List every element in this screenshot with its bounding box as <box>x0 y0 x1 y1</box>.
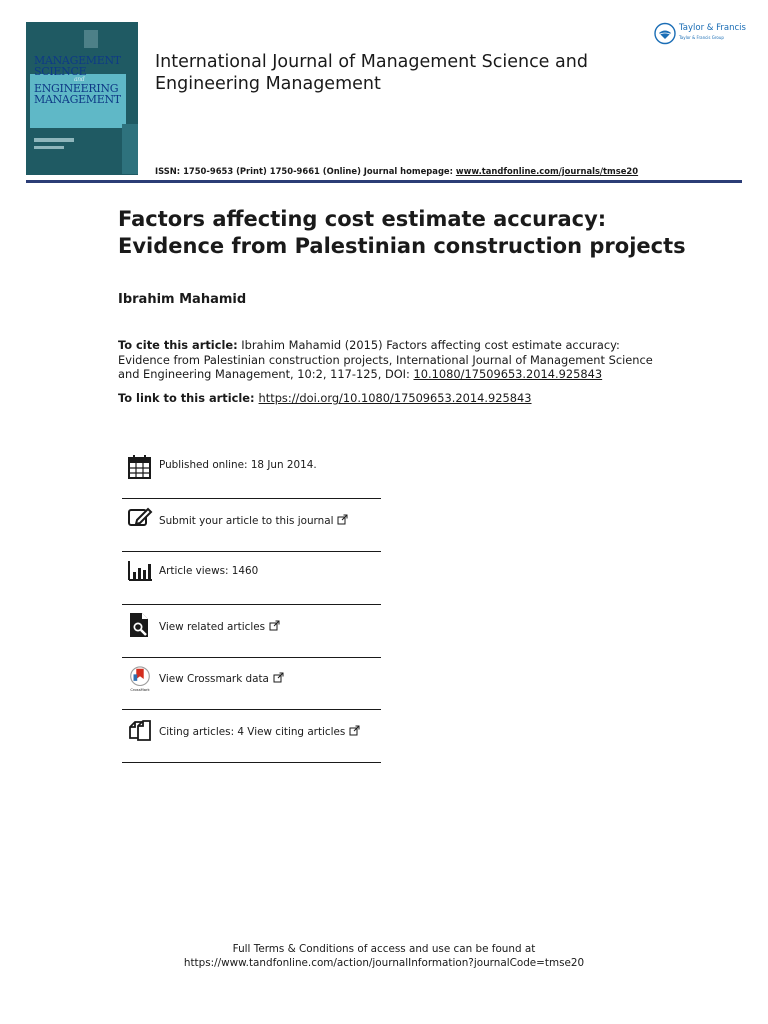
submit-article-row[interactable] <box>122 499 381 552</box>
cite-doi-link[interactable]: 10.1080/17509653.2014.925843 <box>413 367 603 382</box>
submit-article-text: Submit your article to this journal <box>159 515 334 527</box>
published-online-text: Published online: 18 Jun 2014. <box>159 459 317 471</box>
journal-cover-image <box>26 22 138 175</box>
crossmark-icon <box>127 666 153 692</box>
external-link-icon <box>349 725 360 736</box>
calendar-icon <box>127 454 153 480</box>
external-link-icon <box>337 514 348 525</box>
citing-articles-link[interactable] <box>159 725 360 738</box>
article-views-row <box>122 552 381 605</box>
crossmark-text: View Crossmark data <box>159 673 269 685</box>
edit-icon <box>127 505 153 531</box>
related-articles-text: View related articles <box>159 621 266 633</box>
header-divider <box>26 180 742 183</box>
link-label: To link to this article: <box>118 391 255 405</box>
terms-line: Full Terms & Conditions of access and use can be found at <box>232 943 536 955</box>
related-articles-row[interactable] <box>122 605 381 658</box>
citation-block <box>118 338 658 382</box>
article-doi-link[interactable]: https://doi.org/10.1080/17509653.2014.925843 <box>258 391 532 405</box>
cover-editor-text <box>34 138 74 142</box>
cite-label: To cite this article: <box>118 338 238 352</box>
citing-articles-icon <box>127 718 153 744</box>
article-author: Ibrahim Mahamid <box>118 292 247 307</box>
cite-text: Ibrahim Mahamid (2015) Factors affecting cost estimate accuracy: Evidence from Palestinian construction projects, International Journal of Management Science and Engineering Management, 10:2, 117-125, DOI: <box>118 338 653 382</box>
issn-line <box>155 166 638 176</box>
crossmark-label: CrossMark <box>130 688 150 692</box>
journal-homepage-link[interactable]: www.tandfonline.com/journals/tmse20 <box>455 166 639 176</box>
external-link-icon <box>273 672 284 683</box>
cover-small-block <box>84 30 98 48</box>
crossmark-row[interactable] <box>122 657 381 710</box>
cover-title: MANAGEMENT SCIENCE and ENGINEERING MANAGEMENT <box>34 54 121 106</box>
link-block <box>118 391 532 405</box>
citing-articles-row[interactable] <box>122 710 381 763</box>
cover-editor-text-2 <box>34 146 64 149</box>
submit-article-link[interactable] <box>159 514 348 527</box>
publisher-group: Taylor & Francis Group <box>679 35 724 40</box>
article-views-text: Article views: 1460 <box>159 565 259 577</box>
journal-title: International Journal of Management Science and Engineering Management <box>155 52 588 94</box>
bar-chart-icon <box>127 558 153 584</box>
issn-text: ISSN: 1750-9653 (Print) 1750-9661 (Online) Journal homepage: <box>155 166 456 176</box>
published-online-row <box>122 446 381 499</box>
cover-column <box>122 124 138 174</box>
related-articles-link[interactable] <box>159 620 280 633</box>
crossmark-link[interactable] <box>159 672 284 685</box>
terms-footer <box>0 942 768 970</box>
citing-articles-text: Citing articles: 4 View citing articles <box>159 726 346 738</box>
external-link-icon <box>269 620 280 631</box>
terms-url-link[interactable]: https://www.tandfonline.com/action/journalInformation?journalCode=tmse20 <box>183 957 585 969</box>
article-title: Factors affecting cost estimate accuracy: Evidence from Palestinian construction projects <box>118 207 686 258</box>
search-document-icon <box>127 612 153 638</box>
publisher-name: Taylor & Francis <box>679 23 746 33</box>
